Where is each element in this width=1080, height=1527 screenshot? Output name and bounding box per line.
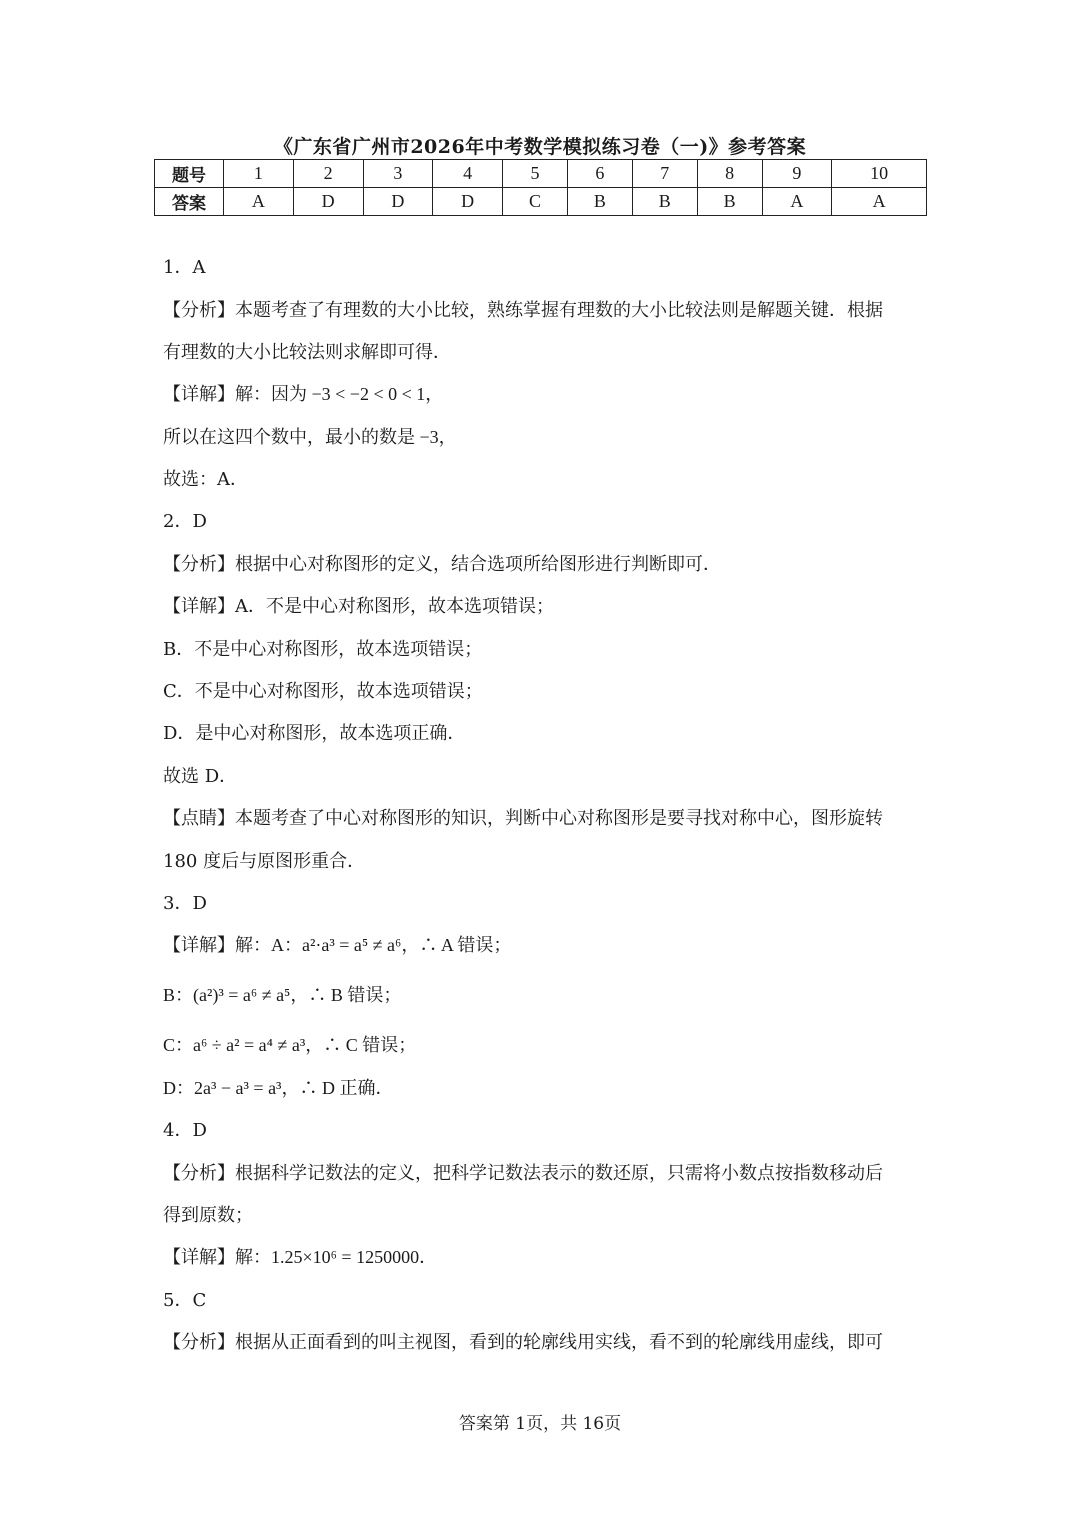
answer-cell: A [832,188,927,216]
q2-detail-d: D．是中心对称图形，故本选项正确． [163,723,466,744]
question-number-cell: 10 [832,160,927,188]
answer-table [154,159,927,216]
question-number-cell: 2 [293,160,363,188]
row-label-question-number: 题号 [155,160,224,188]
answer-cell: B [697,188,762,216]
answer-cell: D [433,188,503,216]
q4-analysis-cont: 得到原数； [163,1205,253,1226]
answer-cell: A [762,188,832,216]
q2-detail-c: C．不是中心对称图形，故本选项错误； [163,681,483,702]
q3-detail-b: B：(a²)³ = a⁶ ≠ a⁵，∴ B 错误； [163,985,402,1005]
q2-analysis: 【分析】根据中心对称图形的定义，结合选项所给图形进行判断即可． [163,554,721,575]
question-number-cell: 9 [762,160,832,188]
question-number-cell: 4 [433,160,503,188]
q1-choice: 故选：A． [163,469,248,490]
q2-heading: 2．D [163,511,207,532]
q3-detail-a: 【详解】解：A：a²·a³ = a⁵ ≠ a⁶，∴ A 错误； [163,935,512,955]
question-number-cell: 8 [697,160,762,188]
q5-analysis: 【分析】根据从正面看到的叫主视图，看到的轮廓线用实线，看不到的轮廓线用虚线，即可 [163,1332,883,1353]
document-title: 《广东省广州市2026年中考数学模拟练习卷（一)》参考答案 [273,136,807,158]
question-number-cell: 7 [632,160,697,188]
answer-cell: B [567,188,632,216]
question-number-cell: 6 [567,160,632,188]
q3-detail-c: C：a⁶ ÷ a² = a⁴ ≠ a³，∴ C 错误； [163,1035,417,1055]
q3-detail-d: D：2a³ − a³ = a³，∴ D 正确． [163,1078,394,1098]
q1-analysis: 【分析】本题考查了有理数的大小比较，熟练掌握有理数的大小比较法则是解题关键．根据 [163,300,883,321]
question-number-cell: 1 [224,160,294,188]
q2-detail-a: 【详解】A．不是中心对称图形，故本选项错误； [163,596,554,617]
q2-detail-b: B．不是中心对称图形，故本选项错误； [163,639,483,660]
row-label-answer: 答案 [155,188,224,216]
q2-comment: 【点睛】本题考查了中心对称图形的知识，判断中心对称图形是要寻找对称中心，图形旋转 [163,808,883,829]
q4-detail: 【详解】解：1.25×10⁶ = 1250000． [163,1247,438,1267]
question-number-cell: 3 [363,160,433,188]
q1-analysis-cont: 有理数的大小比较法则求解即可得． [163,342,451,363]
question-number-row [155,160,927,188]
q4-heading: 4．D [163,1120,207,1141]
answer-cell: D [293,188,363,216]
answer-row [155,188,927,216]
page-footer: 答案第 1页，共 16页 [458,1414,622,1434]
q3-heading: 3．D [163,893,207,914]
q4-analysis: 【分析】根据科学记数法的定义，把科学记数法表示的数还原，只需将小数点按指数移动后 [163,1163,883,1184]
q1-heading: 1．A [163,257,206,278]
q2-comment-cont: 180 度后与原图形重合． [163,851,366,872]
q1-detail-cont: 所以在这四个数中，最小的数是 −3， [163,427,457,447]
answer-cell: A [224,188,294,216]
q2-choice: 故选 D． [163,766,238,787]
answer-cell: B [632,188,697,216]
answer-cell: C [503,188,568,216]
question-number-cell: 5 [503,160,568,188]
q5-heading: 5．C [163,1290,207,1311]
answer-cell: D [363,188,433,216]
q1-detail: 【详解】解：因为 −3 < −2 < 0 < 1， [163,384,444,404]
